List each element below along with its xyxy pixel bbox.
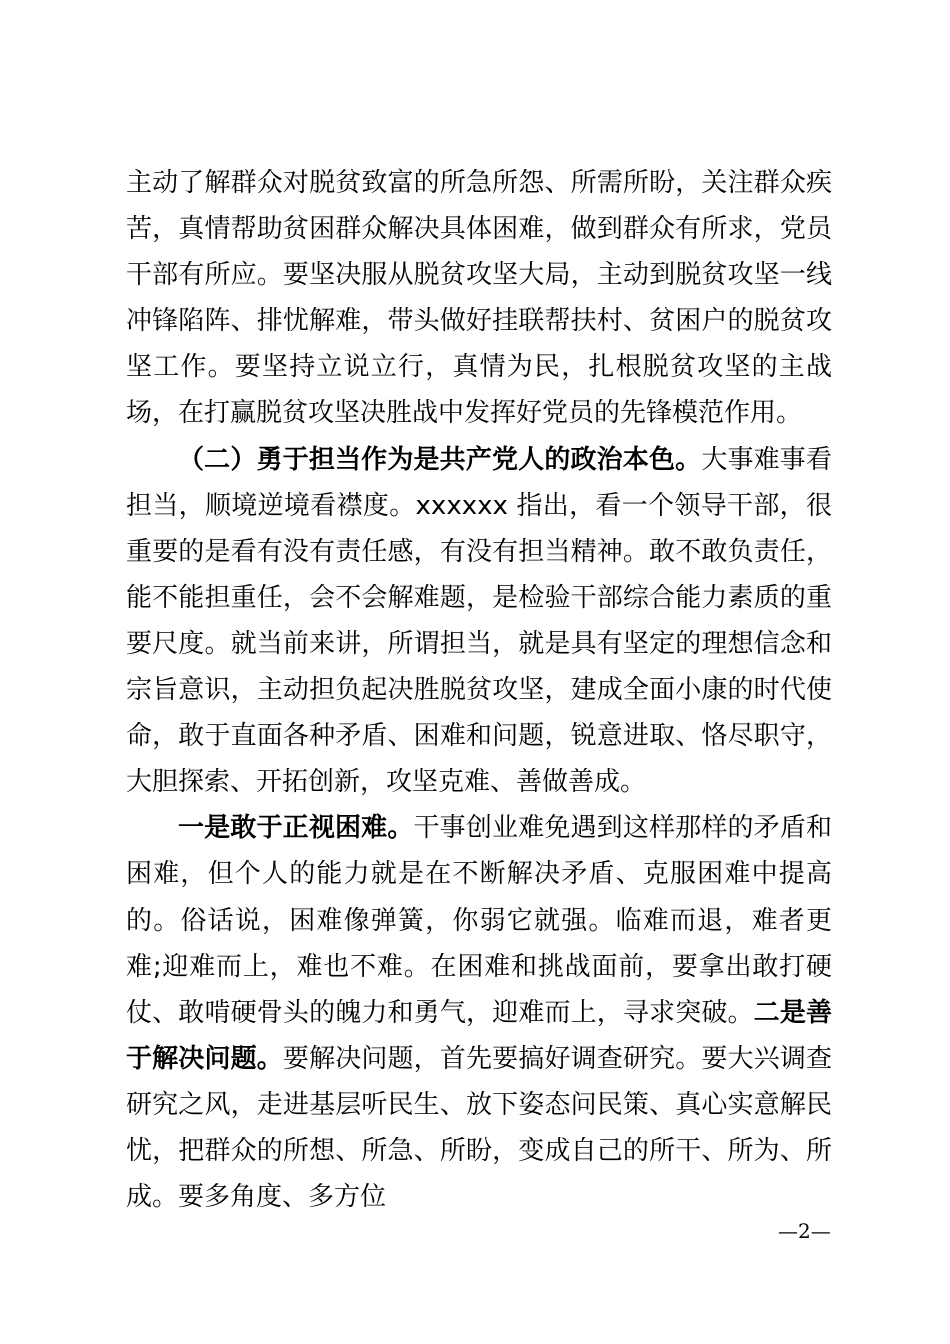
paragraph-text: 要解决问题，首先要搞好调查研究。要大兴调查研究之风，走进基层听民生、放下姿态问民策、真心实意解民忧，把群众的所想、所急、所盼，变成自己的所干、所为、所成。要多角度、多方位 xyxy=(126,1043,832,1213)
point-heading-two: 二是善于解决问题。 xyxy=(126,997,832,1074)
document-body xyxy=(126,160,832,1220)
section-heading: （二）勇于担当作为是共产党人的政治本色。 xyxy=(178,444,702,475)
paragraph-text: 主动了解群众对脱贫致富的所急所怨、所需所盼，关注群众疾苦，真情帮助贫困群众解决具体困难，做到群众有所求，党员干部有所应。要坚决服从脱贫攻坚大局，主动到脱贫攻坚一线冲锋陷阵、排忧解难，带头做好挂联帮扶村、贫困户的脱贫攻坚工作。要坚持立说立行，真情为民，扎根脱贫攻坚的主战场，在打赢脱贫攻坚决胜战中发挥好党员的先锋模范作用。 xyxy=(126,168,832,429)
paragraph-text: 干事创业难免遇到这样那样的矛盾和困难，但个人的能力就是在不断解决矛盾、克服困难中提高的。俗话说，困难像弹簧，你弱它就强。临难而退，难者更难;迎难而上，难也不难。在困难和挑战面前，要拿出敢打硬仗、敢啃硬骨头的魄力和勇气，迎难而上，寻求突破。 xyxy=(126,813,832,1028)
paragraph-continuation xyxy=(126,160,832,437)
paragraph-points xyxy=(126,805,832,1220)
paragraph-text: 大事难事看担当，顺境逆境看襟度。xxxxxx 指出，看一个领导干部，很重要的是看有没有责任感，有没有担当精神。敢不敢负责任，能不能担重任，会不会解难题，是检验干部综合能力素质的重要尺度。就当前来讲，所谓担当，就是具有坚定的理想信念和宗旨意识，主动担负起决胜脱贫攻坚，建成全面小康的时代使命，敢于直面各种矛盾、困难和问题，锐意进取、恪尽职守，大胆探索、开拓创新，攻坚克难、善做善成。 xyxy=(126,444,832,798)
page-number: —2— xyxy=(778,1219,831,1243)
point-heading-one: 一是敢于正视困难。 xyxy=(178,813,414,844)
paragraph-section-two xyxy=(126,437,832,806)
